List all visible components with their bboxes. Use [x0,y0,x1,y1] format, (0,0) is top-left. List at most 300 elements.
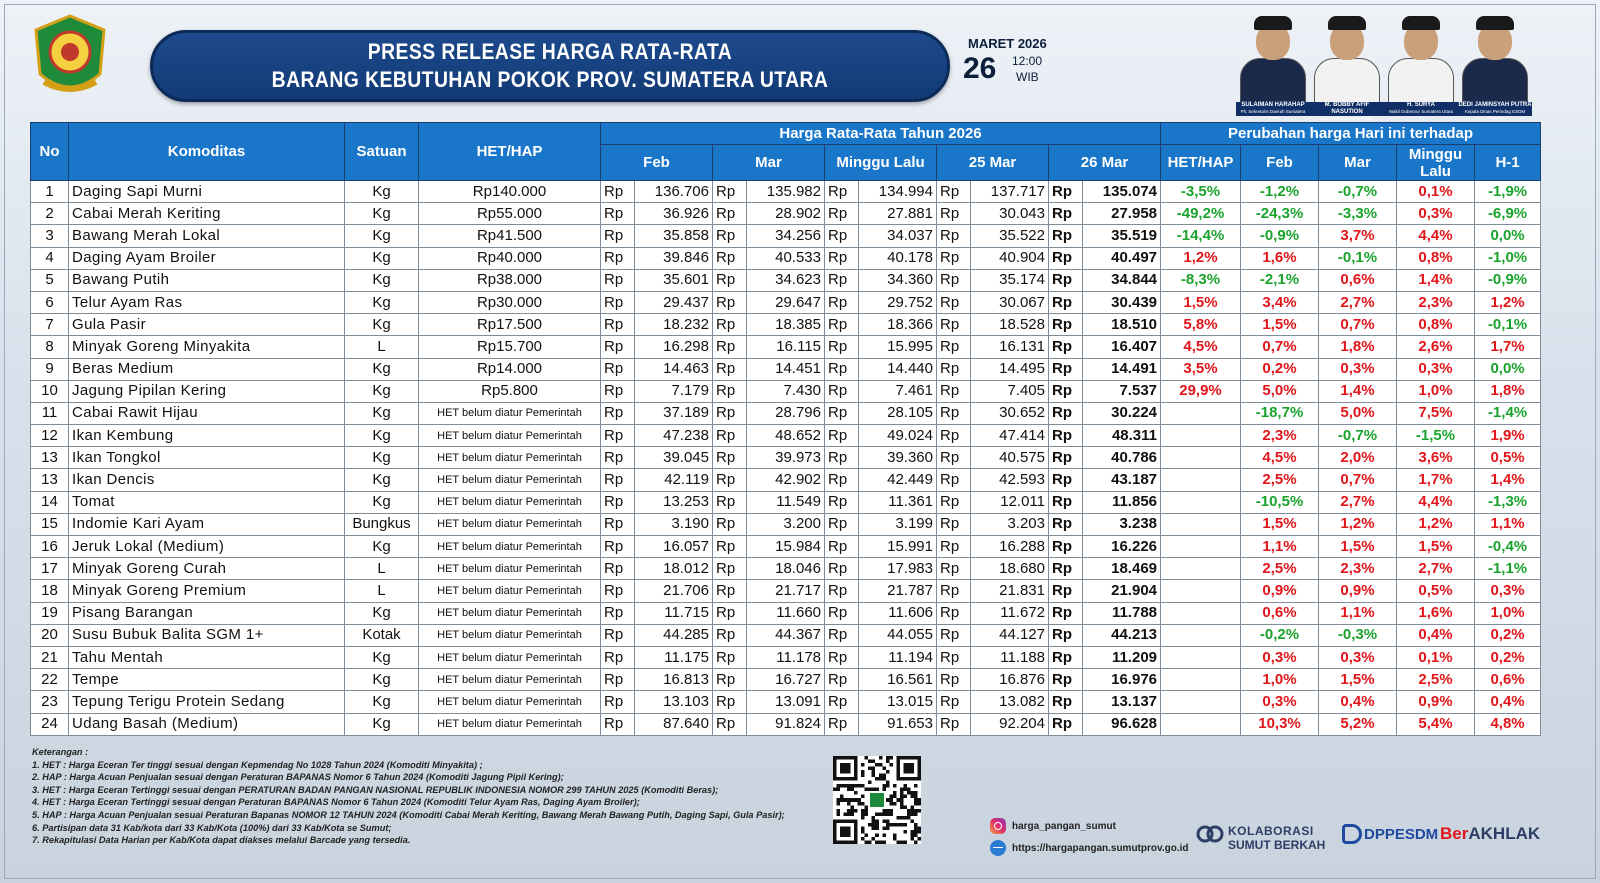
dppesdm-text: DPPESDM [1364,826,1439,843]
row-26-mar: 7.537 [1083,380,1161,402]
row-no: 23 [31,691,69,713]
table-row [31,536,1541,558]
row-currency: Rp [601,225,635,247]
qr-code[interactable] [833,756,921,844]
row-minggu-lalu: 42.449 [859,469,937,491]
row-feb: 13.103 [635,691,713,713]
table-row [31,425,1541,447]
row-25-mar: 11.672 [971,602,1049,624]
row-25-mar: 35.522 [971,225,1049,247]
row-26-mar: 13.137 [1083,691,1161,713]
row-pct-het: -8,3% [1161,269,1241,291]
note-item: 5. HAP : Harga Acuan Penjualan sesuai Peraturan Bapanas NOMOR 12 TAHUN 2024 (Komoditi Cabai Merah Keriting, Bawang Merah Bawang Putih, Daging Sapi, Gula Pasir); [32,809,785,820]
row-minggu-lalu: 16.561 [859,669,937,691]
row-no: 12 [31,425,69,447]
note-item: 1. HET : Harga Eceran Ter tinggi sesuai dengan Kepmendag No 1028 Tahun 2024 (Komoditi Minyakita) ; [32,759,483,770]
row-pct-feb: 1,0% [1241,669,1319,691]
row-no: 19 [31,602,69,624]
date-day: 26 [963,52,997,85]
row-minggu-lalu: 49.024 [859,425,937,447]
row-komoditas: Tempe [69,669,345,691]
row-currency: Rp [713,713,747,735]
row-mar: 18.385 [747,314,825,336]
row-het: Rp15.700 [419,336,601,358]
notes [32,746,822,847]
row-satuan: Kg [345,602,419,624]
table-row [31,269,1541,291]
row-minggu-lalu: 134.994 [859,181,937,203]
row-pct-minggu: 0,4% [1397,624,1475,646]
row-pct-minggu: 7,5% [1397,402,1475,424]
official-cap [1254,16,1292,30]
row-feb: 21.706 [635,580,713,602]
header-pct-mar: Mar [1319,145,1397,181]
row-currency: Rp [1049,691,1083,713]
row-pct-minggu: 1,5% [1397,536,1475,558]
row-pct-mar: 1,8% [1319,336,1397,358]
row-komoditas: Pisang Barangan [69,602,345,624]
row-minggu-lalu: 3.199 [859,513,937,535]
row-no: 8 [31,336,69,358]
row-mar: 16.115 [747,336,825,358]
row-pct-mar: 0,7% [1319,314,1397,336]
row-minggu-lalu: 21.787 [859,580,937,602]
row-currency: Rp [1049,358,1083,380]
row-currency: Rp [713,536,747,558]
row-mar: 18.046 [747,558,825,580]
row-currency: Rp [937,225,971,247]
row-26-mar: 27.958 [1083,203,1161,225]
row-minggu-lalu: 18.366 [859,314,937,336]
row-feb: 37.189 [635,402,713,424]
row-currency: Rp [937,624,971,646]
row-currency: Rp [1049,425,1083,447]
title-line-1: PRESS RELEASE HARGA RATA-RATA [367,39,733,64]
row-currency: Rp [713,580,747,602]
header-het: HET/HAP [419,123,601,181]
row-mar: 39.973 [747,447,825,469]
row-currency: Rp [601,358,635,380]
table-row [31,580,1541,602]
row-26-mar: 16.976 [1083,669,1161,691]
table-row [31,181,1541,203]
row-currency: Rp [825,491,859,513]
row-pct-mar: 5,2% [1319,713,1397,735]
row-feb: 39.045 [635,447,713,469]
row-pct-minggu: 2,5% [1397,669,1475,691]
row-currency: Rp [601,602,635,624]
row-currency: Rp [601,669,635,691]
row-pct-minggu: 2,6% [1397,336,1475,358]
row-pct-mar: 0,4% [1319,691,1397,713]
row-pct-feb: -18,7% [1241,402,1319,424]
header-pct-het: HET/HAP [1161,145,1241,181]
row-no: 11 [31,402,69,424]
row-mar: 11.178 [747,646,825,668]
row-currency: Rp [601,491,635,513]
row-komoditas: Gula Pasir [69,314,345,336]
row-satuan: Bungkus [345,513,419,535]
row-pct-het [1161,602,1241,624]
row-feb: 29.437 [635,291,713,313]
row-currency: Rp [713,602,747,624]
table-row [31,247,1541,269]
row-currency: Rp [713,469,747,491]
official-photo [1458,12,1532,120]
row-pct-h1: 1,7% [1475,336,1541,358]
row-26-mar: 14.491 [1083,358,1161,380]
row-currency: Rp [1049,269,1083,291]
row-26-mar: 40.497 [1083,247,1161,269]
row-pct-h1: 0,2% [1475,646,1541,668]
row-pct-minggu: 3,6% [1397,447,1475,469]
row-currency: Rp [601,402,635,424]
row-komoditas: Tahu Mentah [69,646,345,668]
row-satuan: Kg [345,380,419,402]
row-pct-feb: -2,1% [1241,269,1319,291]
table-row [31,380,1541,402]
row-komoditas: Udang Basah (Medium) [69,713,345,735]
row-currency: Rp [937,447,971,469]
row-pct-h1: -0,9% [1475,269,1541,291]
row-currency: Rp [1049,402,1083,424]
row-komoditas: Daging Ayam Broiler [69,247,345,269]
row-het: HET belum diatur Pemerintah [419,558,601,580]
row-currency: Rp [1049,580,1083,602]
row-currency: Rp [825,624,859,646]
row-pct-h1: 1,1% [1475,513,1541,535]
official-role: Plt. Sekretaris Daerah Sumatera Utara [1240,109,1306,120]
row-currency: Rp [1049,602,1083,624]
row-pct-feb: 3,4% [1241,291,1319,313]
header-26-mar: 26 Mar [1049,145,1161,181]
row-het: Rp40.000 [419,247,601,269]
row-pct-minggu: 2,3% [1397,291,1475,313]
row-currency: Rp [713,691,747,713]
row-25-mar: 137.717 [971,181,1049,203]
row-pct-h1: 0,2% [1475,624,1541,646]
row-currency: Rp [713,181,747,203]
row-pct-mar: -3,3% [1319,203,1397,225]
row-26-mar: 30.439 [1083,291,1161,313]
row-pct-feb: -10,5% [1241,491,1319,513]
row-pct-minggu: 2,7% [1397,558,1475,580]
official-cap [1476,16,1514,30]
row-no: 3 [31,225,69,247]
header-komoditas: Komoditas [69,123,345,181]
row-satuan: L [345,558,419,580]
row-komoditas: Bawang Merah Lokal [69,225,345,247]
row-pct-mar: 0,9% [1319,580,1397,602]
row-currency: Rp [713,247,747,269]
row-minggu-lalu: 29.752 [859,291,937,313]
row-pct-minggu: 0,8% [1397,314,1475,336]
row-currency: Rp [1049,247,1083,269]
row-pct-mar: 5,0% [1319,402,1397,424]
row-currency: Rp [713,269,747,291]
row-pct-minggu: 0,1% [1397,646,1475,668]
row-currency: Rp [1049,558,1083,580]
row-pct-het [1161,469,1241,491]
row-pct-mar: 2,7% [1319,491,1397,513]
header-no: No [31,123,69,181]
row-feb: 16.298 [635,336,713,358]
row-26-mar: 11.856 [1083,491,1161,513]
table-row [31,691,1541,713]
berakhlak-akhlak: AKHLAK [1468,824,1541,843]
row-pct-minggu: 0,5% [1397,580,1475,602]
table-row [31,558,1541,580]
official-namebar [1310,102,1384,121]
row-no: 22 [31,669,69,691]
row-pct-minggu: 1,2% [1397,513,1475,535]
row-minggu-lalu: 91.653 [859,713,937,735]
table-row [31,358,1541,380]
row-currency: Rp [825,336,859,358]
row-komoditas: Ikan Kembung [69,425,345,447]
row-26-mar: 11.788 [1083,602,1161,624]
row-minggu-lalu: 34.360 [859,269,937,291]
row-currency: Rp [601,469,635,491]
row-satuan: Kg [345,358,419,380]
row-pct-mar: 1,5% [1319,669,1397,691]
row-26-mar: 16.407 [1083,336,1161,358]
row-pct-mar: -0,1% [1319,247,1397,269]
official-namebar [1384,102,1458,116]
row-currency: Rp [713,402,747,424]
row-satuan: Kg [345,447,419,469]
row-currency: Rp [601,336,635,358]
row-currency: Rp [825,602,859,624]
table-row [31,713,1541,735]
row-komoditas: Daging Sapi Murni [69,181,345,203]
header-satuan: Satuan [345,123,419,181]
row-feb: 7.179 [635,380,713,402]
note-item: 7. Rekapitulasi Data Harian per Kab/Kota dapat diakses melalui Barcade yang tersedia. [32,835,411,846]
row-het: Rp38.000 [419,269,601,291]
row-pct-h1: -1,3% [1475,491,1541,513]
row-currency: Rp [937,669,971,691]
row-pct-het [1161,624,1241,646]
row-currency: Rp [1049,536,1083,558]
row-pct-h1: -1,9% [1475,181,1541,203]
row-no: 13 [31,447,69,469]
table-row [31,225,1541,247]
row-pct-het [1161,513,1241,535]
row-mar: 3.200 [747,513,825,535]
row-no: 9 [31,358,69,380]
officials-photos [1236,12,1536,121]
price-table [30,122,1541,736]
price-table-wrap [30,122,1538,740]
row-pct-feb: 0,6% [1241,602,1319,624]
row-pct-het: -3,5% [1161,181,1241,203]
row-minggu-lalu: 39.360 [859,447,937,469]
row-het: Rp5.800 [419,380,601,402]
row-feb: 18.012 [635,558,713,580]
row-satuan: Kg [345,402,419,424]
row-feb: 42.119 [635,469,713,491]
row-currency: Rp [601,269,635,291]
row-no: 1 [31,181,69,203]
row-pct-het: 29,9% [1161,380,1241,402]
row-pct-h1: -6,9% [1475,203,1541,225]
berakhlak-ber: Ber [1440,824,1469,843]
row-pct-mar: 0,3% [1319,646,1397,668]
row-pct-feb: 2,5% [1241,558,1319,580]
row-pct-mar: 0,7% [1319,469,1397,491]
row-no: 14 [31,491,69,513]
official-namebar [1458,102,1532,120]
row-currency: Rp [713,380,747,402]
row-no: 13 [31,469,69,491]
row-satuan: L [345,580,419,602]
row-minggu-lalu: 44.055 [859,624,937,646]
row-currency: Rp [825,669,859,691]
header-minggu-lalu: Minggu Lalu [825,145,937,181]
official-photo [1236,12,1308,120]
row-pct-minggu: 0,9% [1397,691,1475,713]
row-25-mar: 44.127 [971,624,1049,646]
row-no: 2 [31,203,69,225]
row-currency: Rp [825,536,859,558]
table-row [31,602,1541,624]
row-satuan: Kg [345,469,419,491]
header-feb: Feb [601,145,713,181]
row-feb: 13.253 [635,491,713,513]
row-pct-mar: 1,5% [1319,536,1397,558]
row-satuan: Kotak [345,624,419,646]
row-25-mar: 12.011 [971,491,1049,513]
row-satuan: Kg [345,669,419,691]
row-pct-feb: 5,0% [1241,380,1319,402]
kolaborasi-line2: SUMUT BERKAH [1228,838,1326,852]
row-komoditas: Ikan Tongkol [69,447,345,469]
row-26-mar: 96.628 [1083,713,1161,735]
row-25-mar: 35.174 [971,269,1049,291]
row-currency: Rp [713,336,747,358]
row-pct-het [1161,646,1241,668]
row-25-mar: 18.528 [971,314,1049,336]
official-name: M. BOBBY AFIF NASUTION [1324,102,1370,115]
row-mar: 21.717 [747,580,825,602]
row-komoditas: Telur Ayam Ras [69,291,345,313]
table-row [31,513,1541,535]
row-het: HET belum diatur Pemerintah [419,669,601,691]
row-het: HET belum diatur Pemerintah [419,513,601,535]
row-komoditas: Tepung Terigu Protein Sedang [69,691,345,713]
row-25-mar: 40.575 [971,447,1049,469]
row-currency: Rp [937,646,971,668]
row-minggu-lalu: 17.983 [859,558,937,580]
row-pct-h1: 0,4% [1475,691,1541,713]
row-currency: Rp [601,691,635,713]
official-cap [1328,16,1366,30]
row-pct-het [1161,536,1241,558]
row-currency: Rp [1049,181,1083,203]
row-currency: Rp [601,580,635,602]
row-pct-het [1161,491,1241,513]
row-currency: Rp [1049,225,1083,247]
row-currency: Rp [713,513,747,535]
title-banner [150,30,950,102]
row-no: 5 [31,269,69,291]
row-currency: Rp [713,646,747,668]
website-link[interactable] [990,840,1188,856]
row-currency: Rp [825,713,859,735]
row-pct-h1: 1,2% [1475,291,1541,313]
row-pct-feb: -0,2% [1241,624,1319,646]
row-no: 6 [31,291,69,313]
row-no: 15 [31,513,69,535]
row-currency: Rp [825,380,859,402]
row-mar: 91.824 [747,713,825,735]
row-satuan: Kg [345,291,419,313]
row-komoditas: Minyak Goreng Minyakita [69,336,345,358]
row-het: HET belum diatur Pemerintah [419,425,601,447]
row-satuan: Kg [345,314,419,336]
row-feb: 11.175 [635,646,713,668]
row-currency: Rp [937,336,971,358]
row-25-mar: 21.831 [971,580,1049,602]
row-mar: 29.647 [747,291,825,313]
row-pct-mar: -0,7% [1319,425,1397,447]
row-pct-feb: 1,5% [1241,314,1319,336]
website-url: https://hargapangan.sumutprov.go.id [1012,842,1189,854]
row-currency: Rp [937,713,971,735]
header-pct-minggu: Minggu Lalu [1397,145,1475,181]
table-row [31,336,1541,358]
row-komoditas: Minyak Goreng Premium [69,580,345,602]
row-currency: Rp [937,513,971,535]
row-currency: Rp [713,314,747,336]
row-pct-het [1161,580,1241,602]
row-currency: Rp [937,269,971,291]
row-currency: Rp [1049,713,1083,735]
row-mar: 40.533 [747,247,825,269]
row-25-mar: 13.082 [971,691,1049,713]
row-currency: Rp [825,469,859,491]
instagram-icon [990,818,1006,834]
row-currency: Rp [601,624,635,646]
instagram-link[interactable] [990,818,1116,834]
row-komoditas: Cabai Rawit Hijau [69,402,345,424]
row-pct-h1: -1,0% [1475,247,1541,269]
row-feb: 87.640 [635,713,713,735]
row-currency: Rp [713,425,747,447]
row-no: 24 [31,713,69,735]
row-minggu-lalu: 14.440 [859,358,937,380]
row-satuan: L [345,336,419,358]
row-pct-feb: 4,5% [1241,447,1319,469]
row-currency: Rp [825,314,859,336]
row-currency: Rp [825,513,859,535]
row-satuan: Kg [345,425,419,447]
row-currency: Rp [601,713,635,735]
row-mar: 44.367 [747,624,825,646]
row-currency: Rp [825,691,859,713]
row-mar: 34.623 [747,269,825,291]
row-feb: 44.285 [635,624,713,646]
row-minggu-lalu: 15.995 [859,336,937,358]
official-name: SULAIMAN HARAHAP [1241,102,1305,108]
row-currency: Rp [713,491,747,513]
row-pct-het [1161,558,1241,580]
row-26-mar: 35.519 [1083,225,1161,247]
row-no: 21 [31,646,69,668]
row-currency: Rp [937,358,971,380]
row-het: HET belum diatur Pemerintah [419,691,601,713]
